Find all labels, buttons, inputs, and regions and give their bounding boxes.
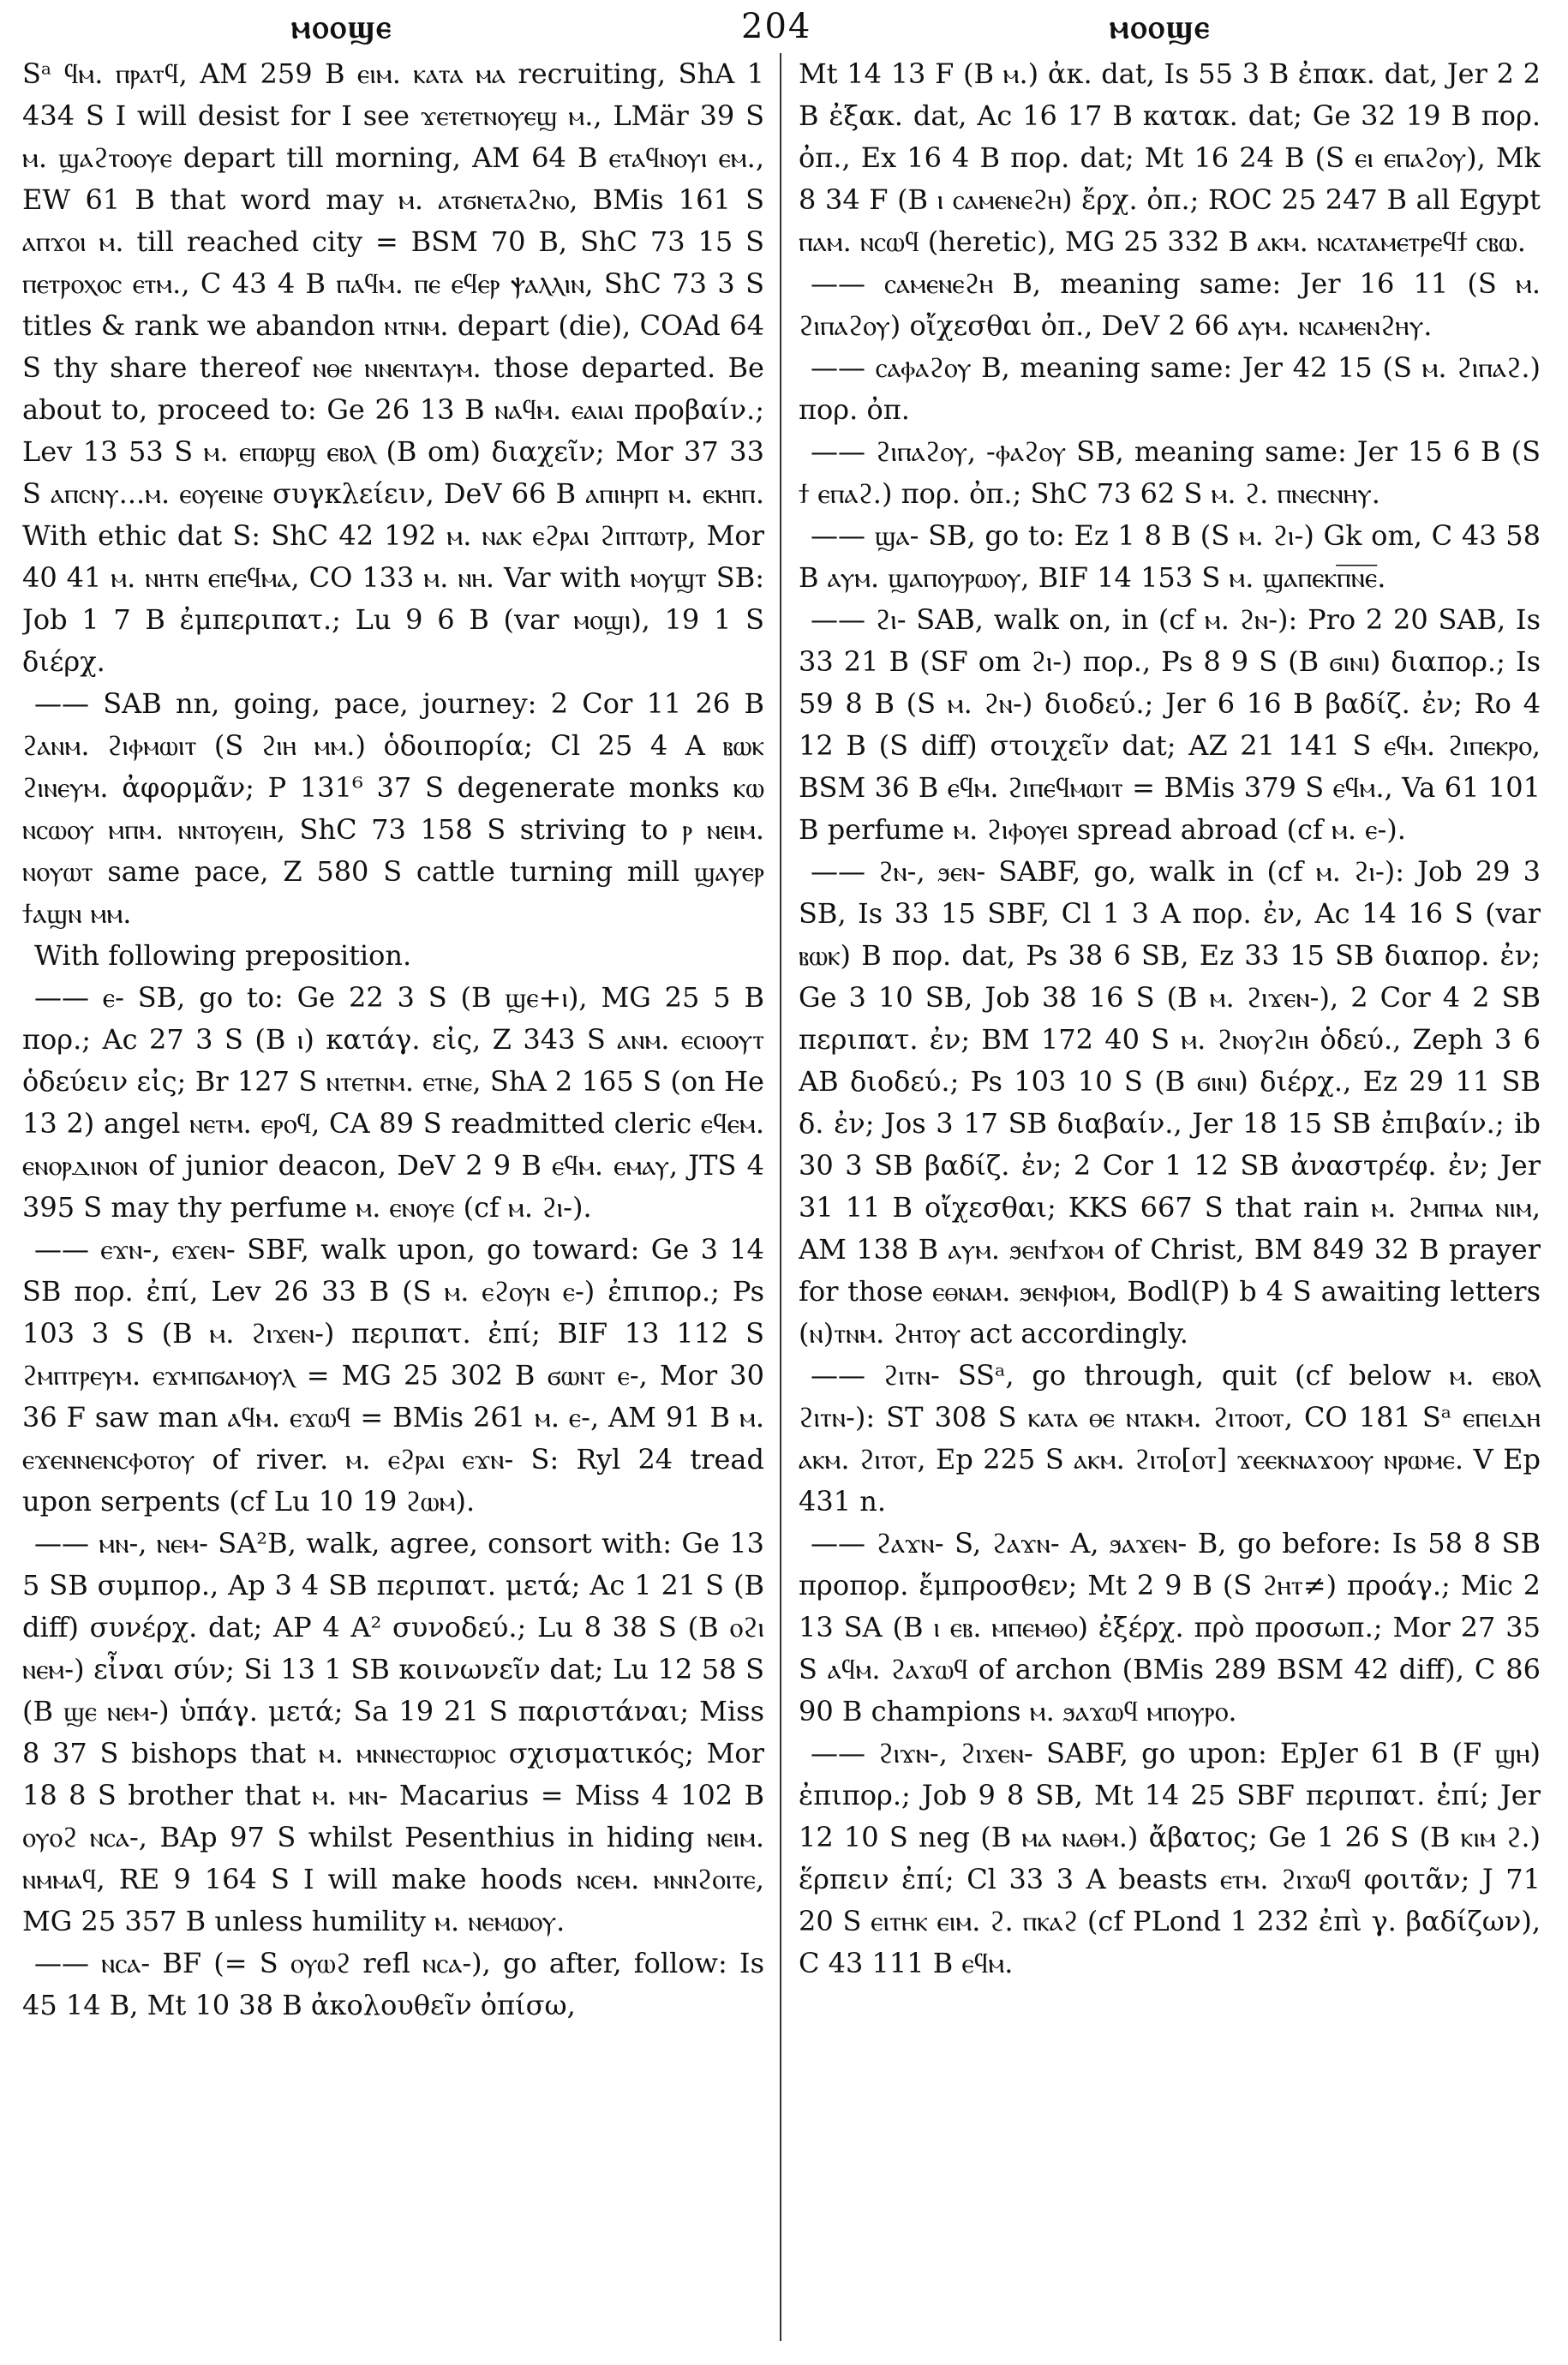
- right-paragraph: —— ϩⲓϫⲛ-, ϩⲓϫⲉⲛ- SABF, go upon: EpJer 61 B (F ϣⲏ) ἐπιπορ.; Job 9 8 SB, Mt 14 25 SBF περιπατ. ἐπί; Jer 12 10 S neg (B ⲙⲁ ⲛⲁⲑⲙ.) ἄβατος; Ge 1 26 S (B ⲕⲓⲙ ϩ.) ἕρπειν ἐπί; Cl 33 3 A beasts ⲉⲧⲙ. ϩⲓϫⲱϥ φοιτᾶν; J 71 20 S ⲉⲓⲧⲏⲕ ⲉⲓⲙ. ϩ. ⲡⲕⲁϩ (cf PLond 1 232 ἐπὶ γ. βαδίζων), C 43 111 B ⲉϥⲙ.: [799, 1737, 1541, 1979]
- right-paragraph: —— ϣⲁ- SB, go to: Ez 1 8 B (S ⲙ. ϩⲓ-) Gk om, C 43 58 B ⲁⲩⲙ. ϣⲁⲡⲟⲩⲣⲱⲟⲩ, BIF 14 153 S ⲙ. ϣⲁⲡⲉⲕⲡ̅ⲛ̅ⲉ̅.: [799, 519, 1541, 594]
- column-divider: [780, 53, 781, 2341]
- right-paragraph: Mt 14 13 F (B ⲙ.) ἀκ. dat, Is 55 3 B ἐπακ. dat, Jer 2 2 B ἐξακ. dat, Ac 16 17 B κατακ. dat; Ge 32 19 B πορ. ὀπ., Ex 16 4 B πορ. dat; Mt 16 24 B (S ⲉⲓ ⲉⲡⲁϩⲟⲩ), Mk 8 34 F (B ⲓ ⲥⲁⲙⲉⲛⲉϩⲏ) ἔρχ. ὀπ.; ROC 25 247 B all Egypt ⲡⲁⲙ. ⲛⲥⲱϥ (heretic), MG 25 332 B ⲁⲕⲙ. ⲛⲥⲁⲧⲁⲙⲉⲧⲣⲉϥϯ ⲥⲃⲱ.: [799, 57, 1541, 258]
- right-paragraph: —— ϩⲓⲧⲛ- SSᵃ, go through, quit (cf below ⲙ. ⲉⲃⲟⲗ ϩⲓⲧⲛ-): ST 308 S ⲕⲁⲧⲁ ⲑⲉ ⲛⲧⲁⲕⲙ. ϩⲓⲧⲟⲟⲧ, CO 181 Sᵃ ⲉⲡⲉⲓⲇⲏ ⲁⲕⲙ. ϩⲓⲧⲟⲧ, Ep 225 S ⲁⲕⲙ. ϩⲓⲧⲟ[ⲟⲧ] ϫⲉⲉⲕⲛⲁϫⲟⲟⲩ ⲛⲣⲱⲙⲉ. V Ep 431 n.: [799, 1359, 1541, 1518]
- left-paragraph: Sᵃ ϥⲙ. ⲡⲣⲁⲧϥ, AM 259 B ⲉⲓⲙ. ⲕⲁⲧⲁ ⲙⲁ recruiting, ShA 1 434 S I will desist for I see ϫⲉⲧⲉⲧⲛⲟⲩⲉϣ ⲙ., LMär 39 S ⲙ. ϣⲁϩⲧⲟⲟⲩⲉ depart till morning, AM 64 B ⲉⲧⲁϥⲛⲟⲩⲓ ⲉⲙ., EW 61 B that word may ⲙ. ⲁⲧϭⲛⲉⲧⲁϩⲛⲟ, BMis 161 S ⲁⲡϫⲟⲓ ⲙ. till reached city = BSM 70 B, ShC 73 15 S ⲡⲉⲧⲣⲟⲭⲟⲥ ⲉⲧⲙ., C 43 4 B ⲡⲁϥⲙ. ⲡⲉ ⲉϥⲉⲣ ⲯⲁⲗⲗⲓⲛ, ShC 73 3 S titles & rank we abandon ⲛⲧⲛⲙ. depart (die), COAd 64 S thy share thereof ⲛⲑⲉ ⲛⲛⲉⲛⲧⲁⲩⲙ. those departed. Be about to, proceed to: Ge 26 13 B ⲛⲁϥⲙ. ⲉⲁⲓⲁⲓ προβαίν.; Lev 13 53 S ⲙ. ⲉⲡⲱⲣϣ ⲉⲃⲟⲗ (B om) διαχεῖν; Mor 37 33 S ⲁⲡⲥⲛⲩ...ⲙ. ⲉⲟⲩⲉⲓⲛⲉ συγκλείειν, DeV 66 B ⲁⲡⲓⲏⲣⲡ ⲙ. ⲉⲕⲏⲡ. With ethic dat S: ShC 42 192 ⲙ. ⲛⲁⲕ ⲉϩⲣⲁⲓ ϩⲓⲡⲧⲱⲧⲣ, Mor 40 41 ⲙ. ⲛⲏⲧⲛ ⲉⲡⲉϥⲙⲁ, CO 133 ⲙ. ⲛⲏ. Var with ⲙⲟⲩϣⲧ SB: Job 1 7 B ἐμπεριπατ.; Lu 9 6 B (var ⲙⲟϣⲓ), 19 1 S διέρχ.: [22, 57, 764, 678]
- left-paragraph: —— ⲛⲥⲁ- BF (= S ⲟⲩⲱϩ refl ⲛⲥⲁ-), go after, follow: Is 45 14 B, Mt 10 38 B ἀκολουθεῖν ὀπίσω,: [22, 1947, 764, 2021]
- right-column: [799, 53, 1541, 2350]
- page-header: [0, 0, 1568, 51]
- right-paragraph: —— ϩⲛ-, ϧⲉⲛ- SABF, go, walk in (cf ⲙ. ϩⲓ-): Job 29 3 SB, Is 33 15 SBF, Cl 1 3 A πορ. ἐν, Ac 14 16 S (var ⲃⲱⲕ) B πορ. dat, Ps 38 6 SB, Ez 33 15 SB διαπορ. ἐν; Ge 3 10 SB, Job 38 16 S (B ⲙ. ϩⲓϫⲉⲛ-), 2 Cor 4 2 SB περιπατ. ἐν; BM 172 40 S ⲙ. ϩⲛⲟⲩϩⲓⲏ ὁδεύ., Zeph 3 6 AB διοδεύ.; Ps 103 10 S (B ϭⲓⲛⲓ) διέρχ., Ez 29 11 SB δ. ἐν; Jos 3 17 SB διαβαίν., Jer 18 15 SB ἐπιβαίν.; ib 30 3 SB βαδίζ. ἐν; 2 Cor 1 12 SB ἀναστρέφ. ἐν; Jer 31 11 B οἴχεσθαι; KKS 667 S that rain ⲙ. ϩⲙⲡⲙⲁ ⲛⲓⲙ, AM 138 B ⲁⲩⲙ. ϧⲉⲛϯϫⲟⲙ of Christ, BM 849 32 B prayer for those ⲉⲑⲛⲁⲙ. ϧⲉⲛⲫⲓⲟⲙ, Bodl(P) b 4 S awaiting letters (ⲛ)ⲧⲛⲙ. ϩⲏⲧⲟⲩ act accordingly.: [799, 855, 1541, 1350]
- page-number: 204: [741, 7, 812, 46]
- right-paragraph: —— ⲥⲁⲙⲉⲛⲉϩⲏ B, meaning same: Jer 16 11 (S ⲙ. ϩⲓⲡⲁϩⲟⲩ) οἴχεσθαι ὀπ., DeV 2 66 ⲁⲩⲙ. ⲛⲥⲁⲙⲉⲛϩⲏⲩ.: [799, 267, 1541, 342]
- right-paragraph: —— ϩⲓⲡⲁϩⲟⲩ, -ⲫⲁϩⲟⲩ SB, meaning same: Jer 15 6 B (S ϯ ⲉⲡⲁϩ.) πορ. ὀπ.; ShC 73 62 S ⲙ. ϩ. ⲡⲛⲉⲥⲛⲏⲩ.: [799, 435, 1541, 510]
- right-paragraph: —— ϩⲁϫⲛ- S, ϩⲁϫⲛ- A, ϧⲁϫⲉⲛ- B, go before: Is 58 8 SB προπορ. ἔμπροσθεν; Mt 2 9 B (S ϩⲏⲧ≠) προάγ.; Mic 2 13 SA (B ⲓ ⲉⲃ. ⲙⲡⲉⲙⲑⲟ) ἐξέρχ. πρὸ προσωπ.; Mor 27 35 S ⲁϥⲙ. ϩⲁϫⲱϥ of archon (BMis 289 BSM 42 diff), C 86 90 B champions ⲙ. ϧⲁϫⲱϥ ⲙⲡⲟⲩⲣⲟ.: [799, 1527, 1541, 1727]
- left-paragraph: —— ⲉ- SB, go to: Ge 22 3 S (B ϣⲉ+ⲓ), MG 25 5 B πορ.; Ac 27 3 S (B ⲓ) κατάγ. εἰς, Z 343 S ⲁⲛⲙ. ⲉⲥⲓⲟⲟⲩⲧ ὁδεύειν εἰς; Br 127 S ⲛⲧⲉⲧⲛⲙ. ⲉⲧⲛⲉ, ShA 2 165 S (on He 13 2) angel ⲛⲉⲧⲙ. ⲉⲣⲟϥ, CA 89 S readmitted cleric ⲉϥⲉⲙ. ⲉⲛⲟⲣⲇⲓⲛⲟⲛ of junior deacon, DeV 2 9 B ⲉϥⲙ. ⲉⲙⲁⲩ, JTS 4 395 S may thy perfume ⲙ. ⲉⲛⲟⲩⲉ (cf ⲙ. ϩⲓ-).: [22, 981, 764, 1224]
- running-head-right: ⲙⲟⲟϣⲉ: [1110, 7, 1212, 45]
- left-paragraph: —— ⲙⲛ-, ⲛⲉⲙ- SA²B, walk, agree, consort with: Ge 13 5 SB συμπορ., Ap 3 4 SB περιπατ. μετά; Ac 1 21 S (B diff) συνέρχ. dat; AP 4 A² συνοδεύ.; Lu 8 38 S (B ⲟϩⲓ ⲛⲉⲙ-) εἶναι σύν; Si 13 1 SB κοινωνεῖν dat; Lu 12 58 S (B ϣⲉ ⲛⲉⲙ-) ὑπάγ. μετά; Sa 19 21 S παριστάναι; Miss 8 37 S bishops that ⲙ. ⲙⲛⲛⲉⲥⲧⲱⲣⲓⲟⲥ σχισματικός; Mor 18 8 S brother that ⲙ. ⲙⲛ- Macarius = Miss 4 102 B ⲟⲩⲟϩ ⲛⲥⲁ-, BAp 97 S whilst Pesenthius in hiding ⲛⲉⲓⲙ. ⲛⲙⲙⲁϥ, RE 9 164 S I will make hoods ⲛⲥⲉⲙ. ⲙⲛⲛϩⲟⲓⲧⲉ, MG 25 357 B unless humility ⲙ. ⲛⲉⲙⲱⲟⲩ.: [22, 1527, 764, 1937]
- left-paragraph: —— SAB nn, going, pace, journey: 2 Cor 11 26 B ϩⲁⲛⲙ. ϩⲓⲫⲙⲱⲓⲧ (S ϩⲓⲏ ⲙⲙ.) ὁδοιπορία; Cl 25 4 A ⲃⲱⲕ ϩⲓⲛⲉⲩⲙ. ἀφορμᾶν; P 131⁶ 37 S degenerate monks ⲕⲱ ⲛⲥⲱⲟⲩ ⲙⲡⲙ. ⲛⲛⲧⲟⲩⲉⲓⲏ, ShC 73 158 S striving to ⲣ ⲛⲉⲓⲙ. ⲛⲟⲩⲱⲧ same pace, Z 580 S cattle turning mill ϣⲁⲩⲉⲣ ϯⲁϣⲛ ⲙⲙ.: [22, 687, 764, 930]
- left-column: [22, 53, 764, 2350]
- running-head-left: ⲙⲟⲟϣⲉ: [291, 7, 393, 45]
- right-paragraph: —— ⲥⲁⲫⲁϩⲟⲩ B, meaning same: Jer 42 15 (S ⲙ. ϩⲓⲡⲁϩ.) πορ. ὀπ.: [799, 351, 1541, 426]
- right-paragraph: —— ϩⲓ- SAB, walk on, in (cf ⲙ. ϩⲛ-): Pro 2 20 SAB, Is 33 21 B (SF om ϩⲓ-) πορ., Ps 8 9 S (B ϭⲓⲛⲓ) διαπορ.; Is 59 8 B (S ⲙ. ϩⲛ-) διοδεύ.; Jer 6 16 B βαδίζ. ἐν; Ro 4 12 B (S diff) στοιχεῖν dat; AZ 21 141 S ⲉϥⲙ. ϩⲓⲡⲉⲕⲣⲟ, BSM 36 B ⲉϥⲙ. ϩⲓⲡⲉϥⲙⲱⲓⲧ = BMis 379 S ⲉϥⲙ., Va 61 101 B perfume ⲙ. ϩⲓⲫⲟⲩⲉⲓ spread abroad (cf ⲙ. ⲉ-).: [799, 603, 1541, 846]
- left-paragraph: With following preposition.: [34, 939, 412, 972]
- left-paragraph: —— ⲉϫⲛ-, ⲉϫⲉⲛ- SBF, walk upon, go toward: Ge 3 14 SB πορ. ἐπί, Lev 26 33 B (S ⲙ. ⲉϩⲟⲩⲛ ⲉ-) ἐπιπορ.; Ps 103 3 S (B ⲙ. ϩⲓϫⲉⲛ-) περιπατ. ἐπί; BIF 13 112 S ϩⲙⲡⲧⲣⲉⲩⲙ. ⲉϫⲙⲡϭⲁⲙⲟⲩⲗ = MG 25 302 B ϭⲱⲛⲧ ⲉ-, Mor 30 36 F saw man ⲁϥⲙ. ⲉϫⲱϥ = BMis 261 ⲙ. ⲉ-, AM 91 B ⲙ. ⲉϫⲉⲛⲛⲉⲛⲥⲫⲟⲧⲟⲩ of river. ⲙ. ⲉϩⲣⲁⲓ ⲉϫⲛ- S: Ryl 24 tread upon serpents (cf Lu 10 19 ϩⲱⲙ).: [22, 1233, 764, 1518]
